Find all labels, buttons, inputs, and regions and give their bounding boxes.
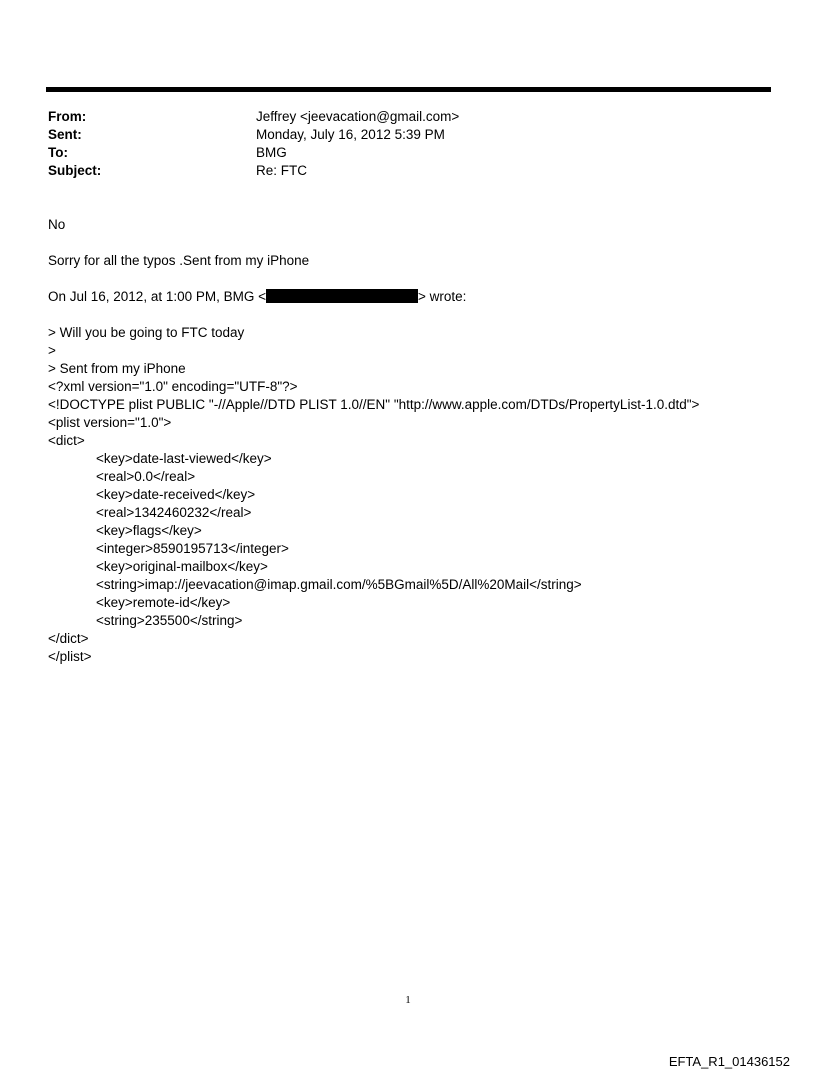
email-body bbox=[48, 216, 788, 666]
quote-intro-prefix: On Jul 16, 2012, at 1:00 PM, BMG < bbox=[48, 289, 266, 304]
sent-value: Monday, July 16, 2012 5:39 PM bbox=[256, 127, 445, 142]
from-value: Jeffrey <jeevacation@gmail.com> bbox=[256, 109, 460, 124]
sent-row bbox=[48, 126, 748, 144]
subject-row bbox=[48, 162, 748, 180]
sent-label: Sent: bbox=[48, 127, 82, 142]
plist-dict-line: <key>date-received</key> bbox=[96, 487, 256, 502]
redaction-block bbox=[266, 289, 418, 303]
plist-dict-line: <key>remote-id</key> bbox=[96, 595, 231, 610]
plist-dict-line: <string>235500</string> bbox=[96, 613, 243, 628]
quoted-line: > Sent from my iPhone bbox=[48, 361, 186, 376]
plist-dict-line: <string>imap://jeevacation@imap.gmail.com/%5BGmail%5D/All%20Mail</string> bbox=[96, 577, 582, 592]
quoted-line: > Will you be going to FTC today bbox=[48, 325, 245, 340]
page-number: 1 bbox=[405, 994, 411, 1006]
header-divider bbox=[46, 87, 771, 92]
to-value: BMG bbox=[256, 145, 287, 160]
quote-intro bbox=[48, 288, 788, 306]
subject-value: Re: FTC bbox=[256, 163, 308, 178]
plist-dict-line: <real>0.0</real> bbox=[96, 469, 196, 484]
plist-closing-line: </plist> bbox=[48, 649, 92, 664]
subject-label: Subject: bbox=[48, 163, 102, 178]
to-label: To: bbox=[48, 145, 68, 160]
plist-dict-line: <key>date-last-viewed</key> bbox=[96, 451, 272, 466]
signature-text: Sorry for all the typos .Sent from my iPhone bbox=[48, 253, 310, 268]
plist-closing-line: </dict> bbox=[48, 631, 89, 646]
reply-text: No bbox=[48, 217, 66, 232]
plist-line: <plist version="1.0"> bbox=[48, 415, 172, 430]
document-id: EFTA_R1_01436152 bbox=[668, 1054, 790, 1069]
plist-line: <!DOCTYPE plist PUBLIC "-//Apple//DTD PLIST 1.0//EN" "http://www.apple.com/DTDs/PropertyList-1.0.dtd"> bbox=[48, 397, 700, 412]
from-label: From: bbox=[48, 109, 87, 124]
plist-line: <?xml version="1.0" encoding="UTF-8"?> bbox=[48, 379, 298, 394]
to-row bbox=[48, 144, 748, 162]
email-header bbox=[48, 108, 748, 180]
plist-dict-line: <real>1342460232</real> bbox=[96, 505, 252, 520]
plist-dict-line: <key>original-mailbox</key> bbox=[96, 559, 268, 574]
plist-line: <dict> bbox=[48, 433, 85, 448]
quoted-line: > bbox=[48, 343, 56, 358]
from-row bbox=[48, 108, 748, 126]
plist-dict-line: <key>flags</key> bbox=[96, 523, 202, 538]
quote-intro-suffix: > wrote: bbox=[418, 289, 467, 304]
plist-dict-line: <integer>8590195713</integer> bbox=[96, 541, 289, 556]
